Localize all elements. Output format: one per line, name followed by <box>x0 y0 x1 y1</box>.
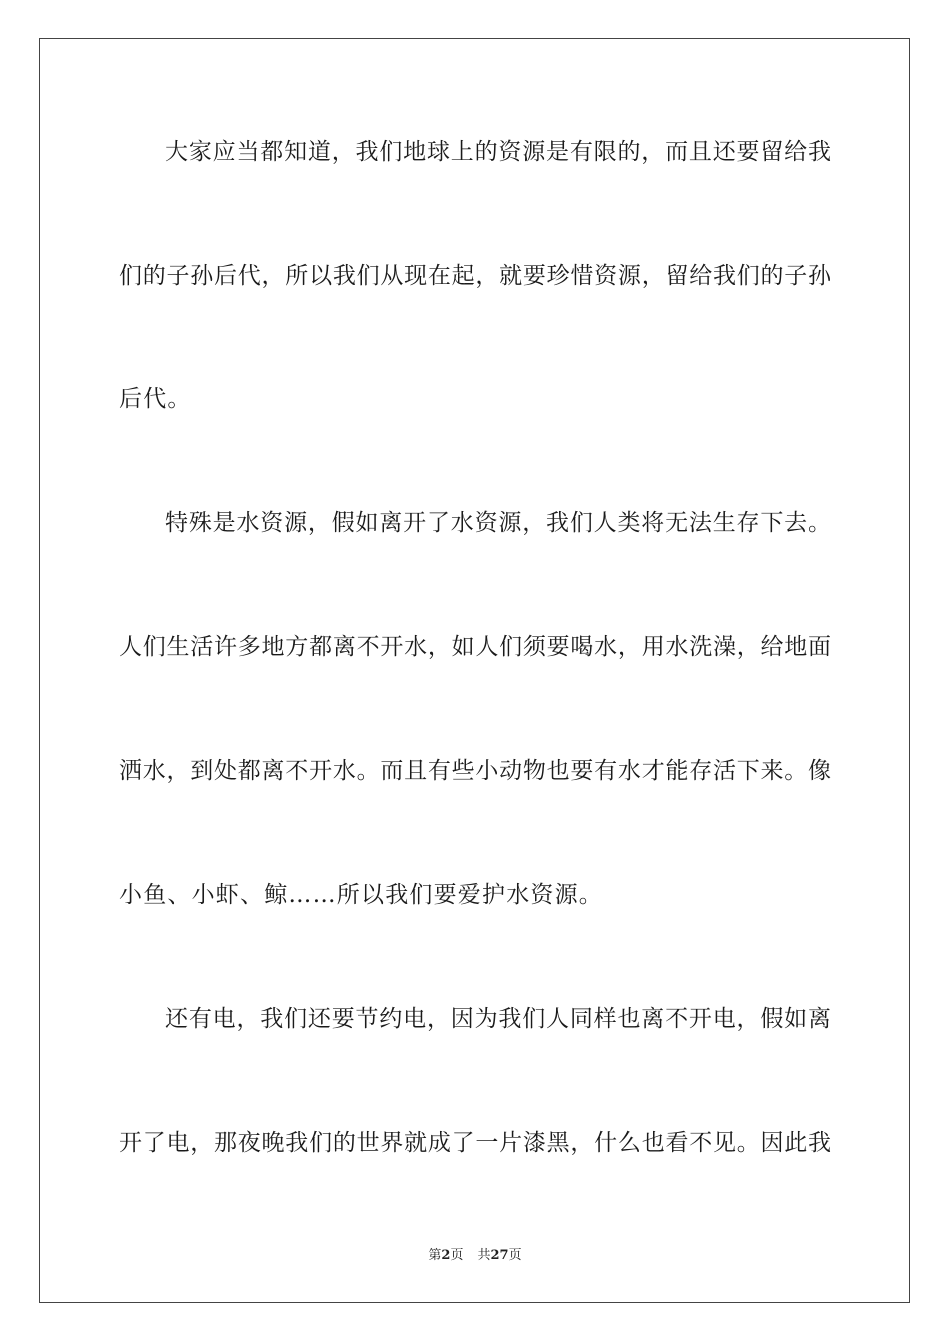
paragraph-2-line-2: 人们生活许多地方都离不开水，如人们须要喝水，用水洗澡，给地面 <box>119 634 831 660</box>
page-footer <box>0 1247 950 1265</box>
paragraph-1-line-2: 们的子孙后代，所以我们从现在起，就要珍惜资源，留给我们的子孙 <box>119 263 831 289</box>
page-frame <box>39 38 910 1303</box>
paragraph-2-line-3: 洒水，到处都离不开水。而且有些小动物也要有水才能存活下来。像 <box>119 758 831 784</box>
paragraph-3-line-1: 还有电，我们还要节约电，因为我们人同样也离不开电，假如离 <box>165 1006 831 1032</box>
footer-page-prefix: 第 <box>428 1248 442 1263</box>
footer-page-current: 2 <box>441 1248 451 1263</box>
paragraph-2-line-1: 特殊是水资源，假如离开了水资源，我们人类将无法生存下去。 <box>165 510 831 536</box>
paragraph-1-line-3: 后代。 <box>119 386 192 412</box>
footer-page-total: 27 <box>490 1248 509 1263</box>
footer-total-unit: 页 <box>508 1248 522 1263</box>
paragraph-2-line-4: 小鱼、小虾、鲸……所以我们要爱护水资源。 <box>119 882 603 908</box>
footer-total-prefix: 共 <box>477 1248 491 1263</box>
footer-page-unit: 页 <box>450 1248 464 1263</box>
paragraph-1-line-1: 大家应当都知道，我们地球上的资源是有限的，而且还要留给我 <box>165 139 831 165</box>
paragraph-3-line-2: 开了电，那夜晚我们的世界就成了一片漆黑，什么也看不见。因此我 <box>119 1130 831 1156</box>
